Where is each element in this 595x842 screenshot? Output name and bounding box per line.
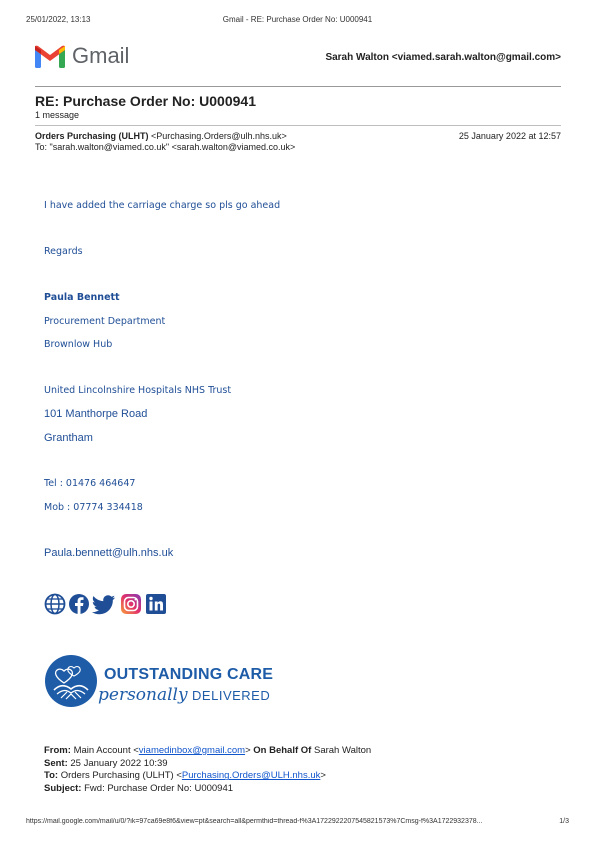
twitter-icon[interactable] bbox=[92, 593, 116, 615]
from-text: Main Account < bbox=[73, 745, 139, 756]
gmail-logo-text: Gmail bbox=[72, 43, 130, 68]
banner-personally: personally bbox=[98, 685, 188, 705]
linkedin-icon[interactable] bbox=[145, 593, 167, 615]
banner-line1: OUTSTANDING CARE bbox=[104, 666, 274, 683]
signature-town: Grantham bbox=[44, 432, 93, 444]
recipient-line: To: "sarah.walton@viamed.co.uk" <sarah.walton@viamed.co.uk> bbox=[35, 142, 296, 152]
message-count: 1 message bbox=[35, 110, 80, 120]
to-close: > bbox=[320, 770, 326, 782]
sent-label: Sent: bbox=[44, 757, 68, 769]
heart-hands-logo-icon bbox=[44, 654, 98, 708]
from-close: > bbox=[245, 745, 251, 756]
signature-tel: Tel : 01476 464647 bbox=[44, 478, 136, 489]
forwarded-subject-line bbox=[44, 783, 371, 796]
behalf-label: On Behalf Of bbox=[253, 745, 312, 756]
subject-value: Fwd: Purchase Order No: U000941 bbox=[84, 783, 234, 795]
signature-department: Procurement Department bbox=[44, 316, 166, 327]
from-email-link[interactable]: viamedinbox@gmail.com bbox=[138, 745, 246, 756]
sent-value: 25 January 2022 10:39 bbox=[70, 757, 168, 769]
message-date: 25 January 2022 at 12:57 bbox=[458, 131, 561, 141]
behalf-name: Sarah Walton bbox=[313, 745, 372, 756]
signature-mob: Mob : 07774 334418 bbox=[44, 502, 143, 513]
to-text: Orders Purchasing (ULHT) < bbox=[60, 770, 182, 782]
from-label: From: bbox=[44, 745, 71, 756]
sender-name: Orders Purchasing (ULHT) bbox=[35, 131, 149, 141]
signature-email[interactable]: Paula.bennett@ulh.nhs.uk bbox=[44, 547, 174, 559]
instagram-icon[interactable] bbox=[120, 593, 142, 615]
signature-road: 101 Manthorpe Road bbox=[44, 408, 148, 420]
print-datetime: 25/01/2022, 13:13 bbox=[26, 15, 91, 24]
to-email-link[interactable]: Purchasing.Orders@ULH.nhs.uk bbox=[181, 770, 321, 782]
signature-name: Paula Bennett bbox=[44, 292, 120, 303]
forwarded-from-line bbox=[44, 745, 371, 758]
sender-email: <Purchasing.Orders@ulh.nhs.uk> bbox=[151, 131, 287, 141]
subject-label: Subject: bbox=[44, 783, 82, 795]
forwarded-sent-line bbox=[44, 758, 371, 771]
forwarded-to-line bbox=[44, 770, 371, 783]
body-line: I have added the carriage charge so pls go ahead bbox=[44, 200, 281, 211]
header-divider bbox=[35, 86, 561, 87]
subject-divider bbox=[35, 125, 561, 126]
facebook-icon[interactable] bbox=[68, 593, 90, 615]
banner-line2 bbox=[98, 685, 270, 705]
thread-subject: RE: Purchase Order No: U000941 bbox=[35, 93, 256, 109]
body-regards: Regards bbox=[44, 246, 83, 257]
banner-delivered: DELIVERED bbox=[192, 688, 271, 703]
print-url: https://mail.google.com/mail/u/0/?ik=97ca69e8f6&view=pt&search=all&permthid=thread-f%3A1722922207545821573%7Cmsg-f%3A1722932378... bbox=[26, 818, 483, 825]
to-label: To: bbox=[44, 770, 59, 782]
account-label: Sarah Walton <viamed.sarah.walton@gmail.com> bbox=[325, 52, 561, 63]
print-page-title: Gmail - RE: Purchase Order No: U000941 bbox=[222, 15, 373, 24]
forwarded-header bbox=[44, 745, 371, 796]
sender-line bbox=[35, 131, 287, 141]
gmail-logo-icon bbox=[34, 44, 66, 69]
print-page-number: 1/3 bbox=[559, 818, 569, 825]
globe-icon[interactable] bbox=[44, 593, 66, 615]
signature-hub: Brownlow Hub bbox=[44, 339, 113, 350]
signature-trust: United Lincolnshire Hospitals NHS Trust bbox=[44, 385, 232, 396]
